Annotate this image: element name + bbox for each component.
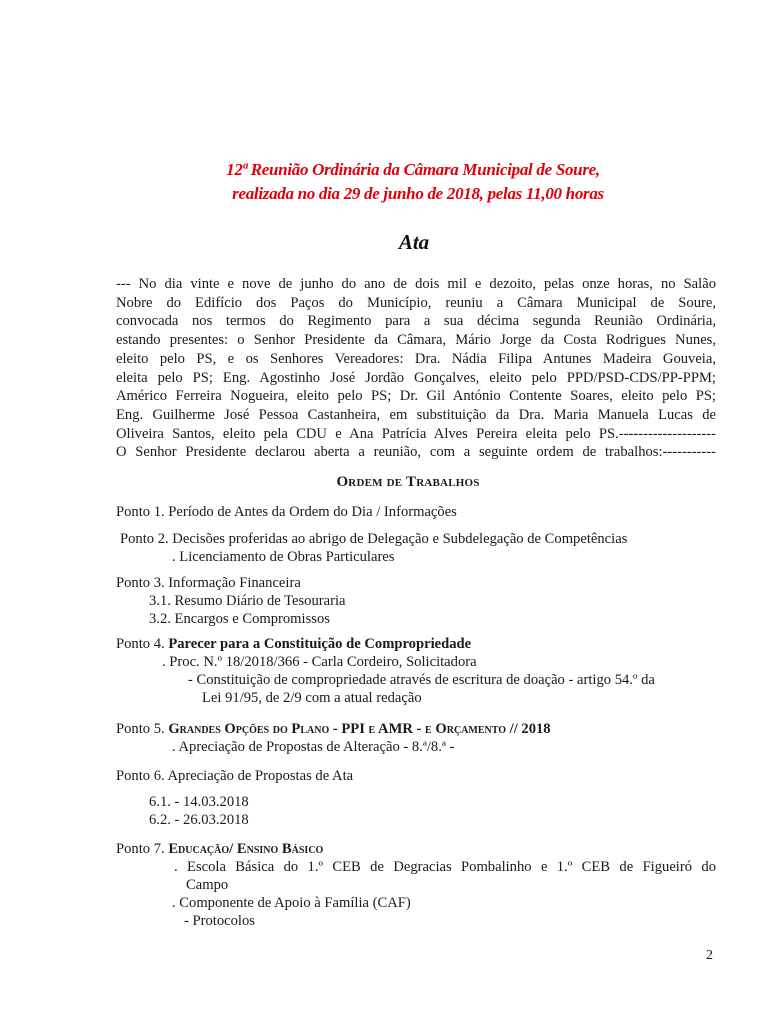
agenda-item-title: Parecer para a Constituição de Compropriedade [168, 636, 472, 652]
document-title: Ata [398, 230, 430, 254]
agenda-subitem: . Componente de Apoio à Família (CAF) [172, 895, 411, 911]
agenda-item-5 [116, 720, 551, 738]
agenda-subitem: - Constituição de compropriedade através de escritura de doação - artigo 54.º da [188, 672, 655, 688]
intro-line: Nobre do Edifício dos Paços do Município, reuniu a Câmara Municipal de Soure, [116, 294, 716, 311]
meeting-title-line2: realizada no dia 29 de junho de 2018, pelas 11,00 horas [232, 184, 604, 203]
page-number: 2 [706, 948, 713, 963]
agenda-item-6: Ponto 6. Apreciação de Propostas de Ata [116, 768, 354, 784]
agenda-subitem: Campo [186, 877, 229, 893]
agenda-item-title: Educação/ Ensino Básico [168, 841, 324, 857]
intro-line: eleita pelo PS; Eng. Agostinho José Jordão Gonçalves, eleito pelo PPD/PSD-CDS/PP-PPM; [116, 369, 716, 386]
agenda-subitem: Lei 91/95, de 2/9 com a atual redação [202, 690, 422, 706]
agenda-item-prefix: Ponto 4. [116, 636, 169, 652]
intro-line: eleito pelo PS, e os Senhores Vereadores: Dra. Nádia Filipa Antunes Madeira Gouveia, [116, 350, 716, 367]
intro-line: estando presentes: o Senhor Presidente da Câmara, Mário Jorge da Costa Rodrigues Nunes, [116, 332, 716, 349]
agenda-item-prefix: Ponto 5. [116, 721, 169, 737]
agenda-subitem: 3.2. Encargos e Compromissos [149, 611, 330, 627]
agenda-item-4 [116, 635, 471, 653]
intro-line: --- No dia vinte e nove de junho do ano de dois mil e dezoito, pelas onze horas, no Salão [116, 276, 716, 292]
intro-line: Américo Ferreira Nogueira, eleito pelo PS; Dr. Gil António Contente Soares, eleito pelo PS; [116, 388, 716, 405]
agenda-subitem: . Licenciamento de Obras Particulares [172, 549, 395, 565]
agenda-subitem: 6.1. - 14.03.2018 [149, 794, 249, 810]
agenda-item-1: Ponto 1. Período de Antes da Ordem do Dia / Informações [116, 504, 457, 520]
agenda-subitem: 3.1. Resumo Diário de Tesouraria [149, 593, 346, 609]
agenda-subitem: . Proc. N.º 18/2018/366 - Carla Cordeiro, Solicitadora [162, 654, 477, 670]
intro-line: O Senhor Presidente declarou aberta a reunião, com a seguinte ordem de trabalhos:----------- [116, 444, 716, 461]
intro-line: Eng. Guilherme José Pessoa Castanheira, em substituição da Dra. Maria Manuela Lucas de [116, 406, 716, 423]
agenda-item-7 [116, 840, 323, 858]
meeting-title-line1: 12ª Reunião Ordinária da Câmara Municipal de Soure, [226, 160, 600, 179]
agenda-item-prefix: Ponto 7. [116, 841, 169, 857]
agenda-item-title: Grandes Opções do Plano - PPI e AMR - e Orçamento // 2018 [168, 721, 551, 737]
agenda-subitem: - Protocolos [184, 913, 255, 929]
agenda-item-3: Ponto 3. Informação Financeira [116, 575, 301, 591]
agenda-subitem: 6.2. - 26.03.2018 [149, 812, 249, 828]
intro-line: Oliveira Santos, eleito pela CDU e Ana Patrícia Alves Pereira eleita pelo PS.-------------------- [116, 425, 716, 442]
agenda-subitem: . Apreciação de Propostas de Alteração - 8.ª/8.ª - [172, 739, 455, 755]
agenda-title: Ordem de Trabalhos [336, 474, 480, 490]
intro-line: convocada nos termos do Regimento para a sua décima segunda Reunião Ordinária, [116, 313, 716, 330]
intro-paragraph [116, 275, 716, 462]
agenda-item-2: Ponto 2. Decisões proferidas ao abrigo de Delegação e Subdelegação de Competências [120, 531, 628, 547]
agenda-subitem: . Escola Básica do 1.º CEB de Degracias Pombalinho e 1.º CEB de Figueiró do [174, 859, 716, 875]
